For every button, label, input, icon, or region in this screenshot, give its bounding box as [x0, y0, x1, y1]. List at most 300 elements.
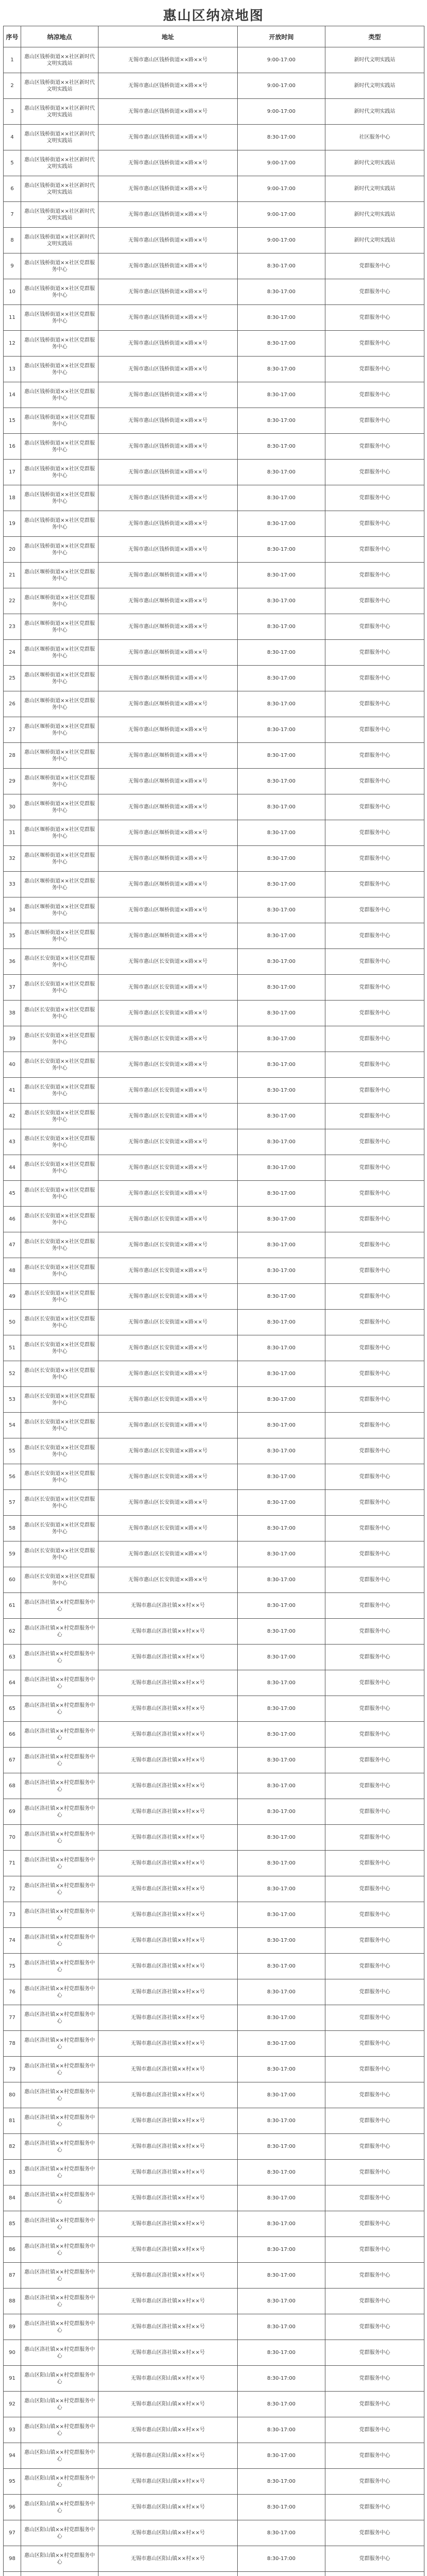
- cell-location: 惠山区长安街道××社区党群服务中心: [21, 1335, 98, 1361]
- table-row: [4, 460, 424, 485]
- cell-type: 新时代文明实践站: [325, 47, 424, 73]
- cell-index: 93: [4, 2417, 21, 2443]
- table-row: [4, 949, 424, 975]
- cell-address: [98, 2572, 238, 2576]
- cell-type: 党群服务中心: [325, 1619, 424, 1645]
- cell-location: 惠山区长安街道××社区党群服务中心: [21, 975, 98, 1001]
- cell-type: 党群服务中心: [325, 382, 424, 408]
- cell-type: 党群服务中心: [325, 537, 424, 563]
- cell-type: 党群服务中心: [325, 1181, 424, 1207]
- table-row: [4, 305, 424, 331]
- cell-index: 96: [4, 2495, 21, 2520]
- cell-hours: 8:30-17:00: [238, 1696, 325, 1722]
- header-index: 序号: [4, 26, 21, 47]
- table-row: [4, 1413, 424, 1438]
- cell-index: 70: [4, 1825, 21, 1851]
- cell-index: 57: [4, 1490, 21, 1516]
- cell-location: 惠山区洛社镇××村党群服务中心: [21, 2031, 98, 2057]
- table-row: [4, 2366, 424, 2392]
- cell-location: 惠山区洛社镇××村党群服务中心: [21, 2082, 98, 2108]
- table-row: [4, 2134, 424, 2160]
- cell-location: 惠山区长安街道××社区党群服务中心: [21, 1026, 98, 1052]
- cell-location: 惠山区洛社镇××村党群服务中心: [21, 1825, 98, 1851]
- cell-address: 无锡市惠山区洛社镇××村××号: [98, 2005, 238, 2031]
- cell-location: 惠山区堰桥街道××社区党群服务中心: [21, 820, 98, 846]
- cell-address: 无锡市惠山区洛社镇××村××号: [98, 2289, 238, 2314]
- cell-address: 无锡市惠山区洛社镇××村××号: [98, 1619, 238, 1645]
- cell-hours: 8:30-17:00: [238, 1310, 325, 1335]
- cell-hours: 8:30-17:00: [238, 1284, 325, 1310]
- cell-hours: 8:30-17:00: [238, 588, 325, 614]
- cell-index: 47: [4, 1232, 21, 1258]
- cell-index: 87: [4, 2263, 21, 2289]
- cell-location: 惠山区长安街道××社区党群服务中心: [21, 1361, 98, 1387]
- cell-type: 党群服务中心: [325, 511, 424, 537]
- cell-location: 惠山区阳山镇××村党群服务中心: [21, 2366, 98, 2392]
- cell-hours: 8:30-17:00: [238, 614, 325, 640]
- cell-location: 惠山区洛社镇××村党群服务中心: [21, 2134, 98, 2160]
- cell-type: 党群服务中心: [325, 717, 424, 743]
- table-row: [4, 1310, 424, 1335]
- cell-address: 无锡市惠山区钱桥街道××路××号: [98, 253, 238, 279]
- table-row: [4, 2392, 424, 2417]
- cell-type: 党群服务中心: [325, 691, 424, 717]
- table-header-row: [4, 26, 424, 47]
- cell-type: 党群服务中心: [325, 1799, 424, 1825]
- cell-type: 党群服务中心: [325, 1155, 424, 1181]
- cell-type: 党群服务中心: [325, 588, 424, 614]
- cell-hours: 8:30-17:00: [238, 2520, 325, 2546]
- cell-type: 党群服务中心: [325, 666, 424, 691]
- cell-hours: 9:00-17:00: [238, 202, 325, 228]
- cell-type: 党群服务中心: [325, 1464, 424, 1490]
- cell-index: 31: [4, 820, 21, 846]
- cell-index: 54: [4, 1413, 21, 1438]
- cell-type: 党群服务中心: [325, 2237, 424, 2263]
- cell-address: 无锡市惠山区长安街道××路××号: [98, 1490, 238, 1516]
- cell-index: 63: [4, 1645, 21, 1670]
- table-row: [4, 1129, 424, 1155]
- cell-address: 无锡市惠山区洛社镇××村××号: [98, 1876, 238, 1902]
- table-row: [4, 2185, 424, 2211]
- cell-type: 党群服务中心: [325, 1490, 424, 1516]
- table-row: [4, 1464, 424, 1490]
- cell-hours: 8:30-17:00: [238, 408, 325, 434]
- cell-type: 党群服务中心: [325, 2546, 424, 2572]
- cell-index: 62: [4, 1619, 21, 1645]
- cell-address: 无锡市惠山区阳山镇××村××号: [98, 2392, 238, 2417]
- table-row: [4, 1541, 424, 1567]
- table-row: [4, 975, 424, 1001]
- cell-address: 无锡市惠山区长安街道××路××号: [98, 1258, 238, 1284]
- cell-address: 无锡市惠山区阳山镇××村××号: [98, 2469, 238, 2495]
- cell-type: 党群服务中心: [325, 2263, 424, 2289]
- cell-address: 无锡市惠山区长安街道××路××号: [98, 1516, 238, 1541]
- cell-type: 党群服务中心: [325, 1001, 424, 1026]
- cell-hours: 9:00-17:00: [238, 99, 325, 125]
- cell-type: 党群服务中心: [325, 2443, 424, 2469]
- table-row: [4, 253, 424, 279]
- cell-index: 16: [4, 434, 21, 460]
- cell-address: 无锡市惠山区堰桥街道××路××号: [98, 872, 238, 897]
- cell-hours: 8:30-17:00: [238, 2082, 325, 2108]
- cell-address: 无锡市惠山区堰桥街道××路××号: [98, 588, 238, 614]
- cell-location: 惠山区钱桥街道××社区党群服务中心: [21, 511, 98, 537]
- cell-index: 89: [4, 2314, 21, 2340]
- cell-index: 41: [4, 1078, 21, 1104]
- cell-index: 40: [4, 1052, 21, 1078]
- cell-type: 党群服务中心: [325, 872, 424, 897]
- cell-address: 无锡市惠山区洛社镇××村××号: [98, 1593, 238, 1619]
- cell-hours: 8:30-17:00: [238, 2134, 325, 2160]
- cell-hours: 8:30-17:00: [238, 2057, 325, 2082]
- table-row: [4, 2005, 424, 2031]
- table-row: [4, 588, 424, 614]
- cell-address: 无锡市惠山区长安街道××路××号: [98, 1129, 238, 1155]
- table-row: [4, 125, 424, 150]
- table-row: [4, 2289, 424, 2314]
- cell-location: 惠山区长安街道××社区党群服务中心: [21, 1284, 98, 1310]
- cell-hours: 8:30-17:00: [238, 1902, 325, 1928]
- table-row: [4, 1284, 424, 1310]
- cell-index: 65: [4, 1696, 21, 1722]
- cell-hours: 9:00-17:00: [238, 47, 325, 73]
- table-row: [4, 2520, 424, 2546]
- table-row: [4, 1799, 424, 1825]
- cell-index: 53: [4, 1387, 21, 1413]
- cell-type: 党群服务中心: [325, 1052, 424, 1078]
- table-row: [4, 1645, 424, 1670]
- table-row: [4, 563, 424, 588]
- cell-hours: 8:30-17:00: [238, 305, 325, 331]
- cell-index: 3: [4, 99, 21, 125]
- cell-address: 无锡市惠山区阳山镇××村××号: [98, 2417, 238, 2443]
- cell-type: 党群服务中心: [325, 460, 424, 485]
- cell-location: 惠山区钱桥街道××社区党群服务中心: [21, 357, 98, 382]
- cell-index: 1: [4, 47, 21, 73]
- cell-type: 党群服务中心: [325, 923, 424, 949]
- cell-location: 惠山区长安街道××社区党群服务中心: [21, 1438, 98, 1464]
- cell-type: 党群服务中心: [325, 1928, 424, 1954]
- table-body: [4, 47, 424, 2576]
- cell-address: 无锡市惠山区钱桥街道××路××号: [98, 202, 238, 228]
- cell-address: 无锡市惠山区阳山镇××村××号: [98, 2520, 238, 2546]
- cell-index: 35: [4, 923, 21, 949]
- cell-location: 惠山区洛社镇××村党群服务中心: [21, 2160, 98, 2185]
- cell-location: 惠山区堰桥街道××社区党群服务中心: [21, 588, 98, 614]
- cell-type: 党群服务中心: [325, 331, 424, 357]
- cell-hours: 8:30-17:00: [238, 1567, 325, 1593]
- cell-index: 27: [4, 717, 21, 743]
- cell-index: 37: [4, 975, 21, 1001]
- cell-address: 无锡市惠山区洛社镇××村××号: [98, 2031, 238, 2057]
- cell-address: 无锡市惠山区洛社镇××村××号: [98, 1979, 238, 2005]
- cell-location: 惠山区洛社镇××村党群服务中心: [21, 1773, 98, 1799]
- cell-hours: 8:30-17:00: [238, 1851, 325, 1876]
- cell-hours: 8:30-17:00: [238, 769, 325, 794]
- cell-location: 惠山区堰桥街道××社区党群服务中心: [21, 743, 98, 769]
- cell-type: 党群服务中心: [325, 769, 424, 794]
- cell-location: 惠山区堰桥街道××社区党群服务中心: [21, 846, 98, 872]
- cell-index: 71: [4, 1851, 21, 1876]
- cell-index: 25: [4, 666, 21, 691]
- cell-address: 无锡市惠山区长安街道××路××号: [98, 1026, 238, 1052]
- cell-type: [325, 2572, 424, 2576]
- table-row: [4, 73, 424, 99]
- cell-index: 94: [4, 2443, 21, 2469]
- cell-type: 党群服务中心: [325, 1232, 424, 1258]
- cell-type: 党群服务中心: [325, 1078, 424, 1104]
- table-row: [4, 2082, 424, 2108]
- table-row: [4, 1928, 424, 1954]
- cell-hours: 8:30-17:00: [238, 1001, 325, 1026]
- table-row: [4, 1979, 424, 2005]
- cell-location: 惠山区堰桥街道××社区党群服务中心: [21, 872, 98, 897]
- cell-hours: 8:30-17:00: [238, 1928, 325, 1954]
- cell-index: 17: [4, 460, 21, 485]
- header-type: 类型: [325, 26, 424, 47]
- cell-type: 党群服务中心: [325, 2134, 424, 2160]
- cell-index: 90: [4, 2340, 21, 2366]
- cell-hours: 8:30-17:00: [238, 2469, 325, 2495]
- cell-address: 无锡市惠山区洛社镇××村××号: [98, 2340, 238, 2366]
- table-row: [4, 820, 424, 846]
- cell-address: 无锡市惠山区钱桥街道××路××号: [98, 125, 238, 150]
- cell-hours: 8:30-17:00: [238, 2031, 325, 2057]
- table-row: [4, 1104, 424, 1129]
- table-row: [4, 1773, 424, 1799]
- cell-hours: 8:30-17:00: [238, 1104, 325, 1129]
- cell-location: 惠山区堰桥街道××社区党群服务中心: [21, 717, 98, 743]
- cell-index: 11: [4, 305, 21, 331]
- cell-address: 无锡市惠山区阳山镇××村××号: [98, 2495, 238, 2520]
- table-row: [4, 743, 424, 769]
- table-row: [4, 434, 424, 460]
- cell-index: 67: [4, 1748, 21, 1773]
- cell-hours: 8:30-17:00: [238, 563, 325, 588]
- cell-location: 惠山区长安街道××社区党群服务中心: [21, 1129, 98, 1155]
- table-row: [4, 1258, 424, 1284]
- cell-type: 党群服务中心: [325, 2005, 424, 2031]
- cell-type: 党群服务中心: [325, 2108, 424, 2134]
- table-row: [4, 2340, 424, 2366]
- table-row: [4, 537, 424, 563]
- table-row: [4, 923, 424, 949]
- table-row: [4, 1722, 424, 1748]
- cell-location: 惠山区洛社镇××村党群服务中心: [21, 2057, 98, 2082]
- cell-location: 惠山区钱桥街道××社区党群服务中心: [21, 485, 98, 511]
- cell-type: 社区服务中心: [325, 125, 424, 150]
- cell-hours: 8:30-17:00: [238, 1876, 325, 1902]
- cell-index: 50: [4, 1310, 21, 1335]
- cell-address: 无锡市惠山区洛社镇××村××号: [98, 2263, 238, 2289]
- table-row: [4, 2443, 424, 2469]
- cell-type: 新时代文明实践站: [325, 202, 424, 228]
- cell-type: 党群服务中心: [325, 2057, 424, 2082]
- cell-hours: 8:30-17:00: [238, 640, 325, 666]
- cell-hours: 8:30-17:00: [238, 125, 325, 150]
- cell-address: 无锡市惠山区钱桥街道××路××号: [98, 99, 238, 125]
- cell-type: 党群服务中心: [325, 408, 424, 434]
- cell-index: 46: [4, 1207, 21, 1232]
- cell-index: 51: [4, 1335, 21, 1361]
- cell-address: 无锡市惠山区钱桥街道××路××号: [98, 357, 238, 382]
- cell-hours: 8:30-17:00: [238, 1670, 325, 1696]
- cell-hours: 8:30-17:00: [238, 949, 325, 975]
- cell-address: 无锡市惠山区洛社镇××村××号: [98, 2314, 238, 2340]
- cell-location: 惠山区堰桥街道××社区党群服务中心: [21, 769, 98, 794]
- cell-index: 80: [4, 2082, 21, 2108]
- table-row: [4, 1490, 424, 1516]
- cell-hours: 8:30-17:00: [238, 2340, 325, 2366]
- cell-index: 29: [4, 769, 21, 794]
- cell-address: 无锡市惠山区堰桥街道××路××号: [98, 743, 238, 769]
- cell-index: 74: [4, 1928, 21, 1954]
- cell-type: 党群服务中心: [325, 2417, 424, 2443]
- cell-address: 无锡市惠山区长安街道××路××号: [98, 1155, 238, 1181]
- cell-index: 68: [4, 1773, 21, 1799]
- cell-location: 惠山区堰桥街道××社区党群服务中心: [21, 794, 98, 820]
- cell-address: 无锡市惠山区堰桥街道××路××号: [98, 897, 238, 923]
- cell-index: 18: [4, 485, 21, 511]
- cell-type: 党群服务中心: [325, 279, 424, 305]
- table-row: [4, 1155, 424, 1181]
- table-row: [4, 1001, 424, 1026]
- cell-address: 无锡市惠山区长安街道××路××号: [98, 1052, 238, 1078]
- cell-location: 惠山区钱桥街道××社区新时代文明实践站: [21, 73, 98, 99]
- table-row: [4, 2546, 424, 2572]
- cell-type: 党群服务中心: [325, 253, 424, 279]
- table-row: [4, 228, 424, 253]
- cell-hours: 8:30-17:00: [238, 2495, 325, 2520]
- table-row: [4, 1026, 424, 1052]
- cell-location: 惠山区洛社镇××村党群服务中心: [21, 2185, 98, 2211]
- cell-type: 党群服务中心: [325, 743, 424, 769]
- cell-index: 30: [4, 794, 21, 820]
- cell-type: 党群服务中心: [325, 614, 424, 640]
- cell-index: 79: [4, 2057, 21, 2082]
- cell-hours: 8:30-17:00: [238, 897, 325, 923]
- cell-index: 33: [4, 872, 21, 897]
- cell-address: 无锡市惠山区洛社镇××村××号: [98, 1954, 238, 1979]
- cell-index: 5: [4, 150, 21, 176]
- cell-location: 惠山区长安街道××社区党群服务中心: [21, 1516, 98, 1541]
- cell-type: 党群服务中心: [325, 1541, 424, 1567]
- cell-hours: 8:30-17:00: [238, 485, 325, 511]
- cell-hours: 8:30-17:00: [238, 434, 325, 460]
- table-row: [4, 1593, 424, 1619]
- cell-hours: 8:30-17:00: [238, 1516, 325, 1541]
- cell-location: 惠山区堰桥街道××社区党群服务中心: [21, 563, 98, 588]
- cell-hours: 8:30-17:00: [238, 1593, 325, 1619]
- cell-address: 无锡市惠山区长安街道××路××号: [98, 1001, 238, 1026]
- table-row: [4, 769, 424, 794]
- cell-location: 惠山区长安街道××社区党群服务中心: [21, 1207, 98, 1232]
- table-row: [4, 2237, 424, 2263]
- cell-location: 惠山区阳山镇××村党群服务中心: [21, 2469, 98, 2495]
- cell-location: 惠山区钱桥街道××社区新时代文明实践站: [21, 99, 98, 125]
- cell-type: 党群服务中心: [325, 2366, 424, 2392]
- cell-address: 无锡市惠山区长安街道××路××号: [98, 1207, 238, 1232]
- table-row: [4, 485, 424, 511]
- cell-type: 党群服务中心: [325, 846, 424, 872]
- cell-type: 党群服务中心: [325, 1129, 424, 1155]
- table-row: [4, 1696, 424, 1722]
- cell-hours: 8:30-17:00: [238, 1078, 325, 1104]
- cell-type: 新时代文明实践站: [325, 99, 424, 125]
- cell-type: 党群服务中心: [325, 949, 424, 975]
- table-row: [4, 1954, 424, 1979]
- cell-address: 无锡市惠山区钱桥街道××路××号: [98, 331, 238, 357]
- cell-address: 无锡市惠山区洛社镇××村××号: [98, 2185, 238, 2211]
- table-row: [4, 176, 424, 202]
- cell-index: 26: [4, 691, 21, 717]
- table-row: [4, 511, 424, 537]
- cell-address: 无锡市惠山区堰桥街道××路××号: [98, 717, 238, 743]
- cell-address: 无锡市惠山区长安街道××路××号: [98, 1104, 238, 1129]
- cell-location: 惠山区堰桥街道××社区党群服务中心: [21, 923, 98, 949]
- cell-location: 惠山区长安街道××社区党群服务中心: [21, 1413, 98, 1438]
- cell-location: 惠山区洛社镇××村党群服务中心: [21, 1954, 98, 1979]
- cell-address: 无锡市惠山区长安街道××路××号: [98, 1335, 238, 1361]
- cell-hours: 8:30-17:00: [238, 1129, 325, 1155]
- table-row: [4, 1748, 424, 1773]
- cell-address: 无锡市惠山区堰桥街道××路××号: [98, 769, 238, 794]
- cell-address: 无锡市惠山区长安街道××路××号: [98, 1387, 238, 1413]
- cell-index: 4: [4, 125, 21, 150]
- table-row: [4, 2495, 424, 2520]
- cell-address: 无锡市惠山区钱桥街道××路××号: [98, 73, 238, 99]
- cell-address: 无锡市惠山区洛社镇××村××号: [98, 1773, 238, 1799]
- cell-location: 惠山区长安街道××社区党群服务中心: [21, 1155, 98, 1181]
- cell-location: 惠山区长安街道××社区党群服务中心: [21, 1387, 98, 1413]
- table-row: [4, 1876, 424, 1902]
- cell-hours: 8:30-17:00: [238, 717, 325, 743]
- cell-index: 76: [4, 1979, 21, 2005]
- cell-location: 惠山区钱桥街道××社区新时代文明实践站: [21, 125, 98, 150]
- cell-type: 党群服务中心: [325, 1645, 424, 1670]
- cell-location: 惠山区堰桥街道××社区党群服务中心: [21, 640, 98, 666]
- table-row: [4, 331, 424, 357]
- cell-address: 无锡市惠山区堰桥街道××路××号: [98, 666, 238, 691]
- cell-location: 惠山区钱桥街道××社区党群服务中心: [21, 305, 98, 331]
- cell-hours: 8:30-17:00: [238, 1541, 325, 1567]
- cell-location: 惠山区堰桥街道××社区党群服务中心: [21, 691, 98, 717]
- table-row: [4, 2314, 424, 2340]
- cell-type: 党群服务中心: [325, 1026, 424, 1052]
- cell-hours: 8:30-17:00: [238, 923, 325, 949]
- cell-location: 惠山区洛社镇××村党群服务中心: [21, 1876, 98, 1902]
- cell-address: 无锡市惠山区长安街道××路××号: [98, 1541, 238, 1567]
- cell-location: 惠山区长安街道××社区党群服务中心: [21, 1052, 98, 1078]
- cell-hours: 8:30-17:00: [238, 2211, 325, 2237]
- cell-hours: 8:30-17:00: [238, 2314, 325, 2340]
- cell-location: 惠山区洛社镇××村党群服务中心: [21, 1696, 98, 1722]
- cell-type: 党群服务中心: [325, 1207, 424, 1232]
- table-row: [4, 897, 424, 923]
- header-location: 纳凉地点: [21, 26, 98, 47]
- table-row: [4, 1825, 424, 1851]
- cell-address: 无锡市惠山区阳山镇××村××号: [98, 2366, 238, 2392]
- table-row: [4, 2108, 424, 2134]
- cell-location: 惠山区洛社镇××村党群服务中心: [21, 1928, 98, 1954]
- table-row: [4, 2160, 424, 2185]
- cell-hours: 8:30-17:00: [238, 2546, 325, 2572]
- cell-type: 党群服务中心: [325, 2340, 424, 2366]
- cell-hours: 8:30-17:00: [238, 382, 325, 408]
- cell-hours: 8:30-17:00: [238, 975, 325, 1001]
- cell-address: 无锡市惠山区堰桥街道××路××号: [98, 846, 238, 872]
